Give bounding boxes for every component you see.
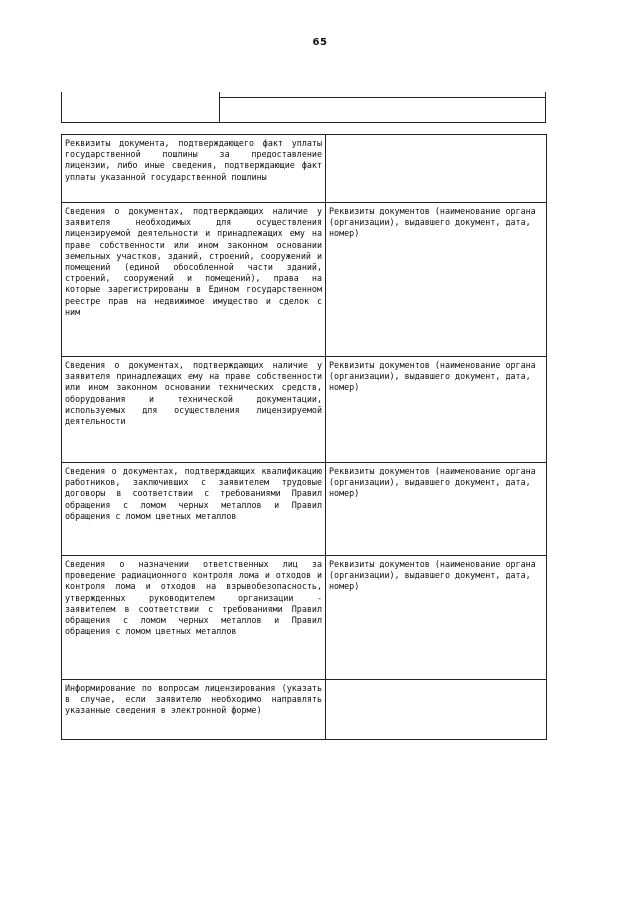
row-value-informing xyxy=(326,680,547,740)
row-value-equipment: Реквизиты документов (наименование органа (организации), выдавшего документ, дата, номер) xyxy=(326,357,547,463)
table-row xyxy=(62,135,547,203)
license-application-table xyxy=(61,134,547,740)
table-row xyxy=(62,680,547,740)
page-number: 65 xyxy=(312,37,328,48)
row-value-responsible-persons: Реквизиты документов (наименование органа (организации), выдавшего документ, дата, номер) xyxy=(326,556,547,680)
table-fragment-continued xyxy=(61,92,546,123)
row-label-informing: Информирование по вопросам лицензирования (указать в случае, если заявителю необходимо направлять указанные сведения в электронной форме) xyxy=(62,680,326,740)
fragment-inner-line xyxy=(219,97,545,98)
row-value-land-buildings: Реквизиты документов (наименование органа (организации), выдавшего документ, дата, номер) xyxy=(326,203,547,357)
table-row xyxy=(62,556,547,680)
row-label-equipment: Сведения о документах, подтверждающих наличие у заявителя принадлежащих ему на праве собственности или ином законном основании технических средств, оборудования и технической документации, используемых для осуществления лицензируемой деятельности xyxy=(62,357,326,463)
row-label-staff-qualification: Сведения о документах, подтверждающих квалификацию работников, заключивших с заявителем трудовые договоры в соответствии с требованиями Правил обращения с ломом черных металлов и Правил обращения с ломом цветных металлов xyxy=(62,463,326,556)
row-label-land-buildings: Сведения о документах, подтверждающих наличие у заявителя необходимых для осуществления лицензируемой деятельности и принадлежащих ему на праве собственности или ином законном основании земельных участков, зданий, строений, сооружений и помещений (единой обособленной части зданий, строений, сооружений и помещений), права на которые зарегистрированы в Едином государственном реестре прав на недвижимое имущество и сделок с ним xyxy=(62,203,326,357)
row-label-state-fee: Реквизиты документа, подтверждающего факт уплаты государственной пошлины за предоставление лицензии, либо иные сведения, подтверждающие факт уплаты указанной государственной пошлины xyxy=(62,135,326,203)
table-row xyxy=(62,357,547,463)
row-value-staff-qualification: Реквизиты документов (наименование органа (организации), выдавшего документ, дата, номер) xyxy=(326,463,547,556)
row-label-responsible-persons: Сведения о назначении ответственных лиц за проведение радиационного контроля лома и отходов и контроля лома и отходов на взрывобезопасность, утвержденных руководителем организации - заявителем в соответствии с требованиями Правил обращения с ломом черных металлов и Правил обращения с ломом цветных металлов xyxy=(62,556,326,680)
table-row xyxy=(62,203,547,357)
row-value-state-fee xyxy=(326,135,547,203)
table-row xyxy=(62,463,547,556)
